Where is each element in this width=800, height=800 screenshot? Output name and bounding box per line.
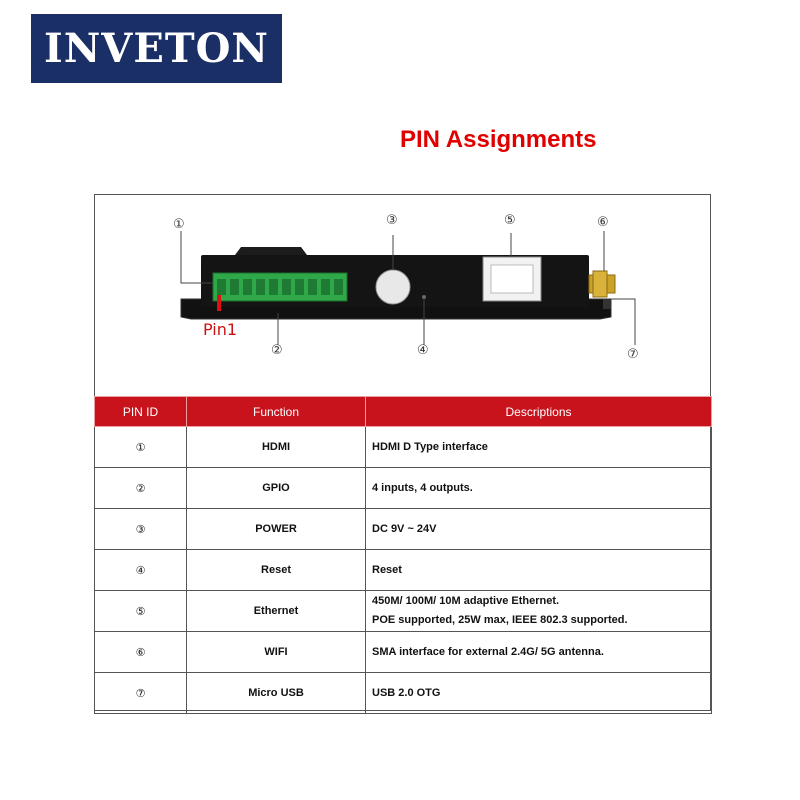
callout-7: ⑦: [627, 347, 639, 362]
function-cell: POWER: [187, 509, 366, 550]
description-cell: [366, 468, 712, 509]
description-cell: [366, 509, 712, 550]
function-cell: GPIO: [187, 468, 366, 509]
table-row: [95, 509, 712, 550]
page-title: PIN Assignments: [400, 126, 597, 153]
function-cell: Ethernet: [187, 591, 366, 632]
description-line: Reset: [372, 563, 402, 576]
pin-id-cell: ②: [95, 468, 187, 509]
function-cell: Micro USB: [187, 673, 366, 714]
function-cell: WIFI: [187, 632, 366, 673]
table-row: [95, 673, 712, 714]
pin-id-cell: ⑦: [95, 673, 187, 714]
description-line: POE supported, 25W max, IEEE 802.3 supported.: [372, 614, 628, 626]
table-row: [95, 427, 712, 468]
callout-3: ③: [386, 213, 398, 228]
pin-id-cell: ④: [95, 550, 187, 591]
device-illustration: [95, 195, 712, 395]
callout-5: ⑤: [504, 213, 516, 228]
pin1-label: Pin1: [203, 320, 238, 339]
description-cell: [366, 591, 712, 632]
description-line: USB 2.0 OTG: [372, 686, 441, 699]
brand-logo-text: INVETON: [44, 25, 269, 72]
description-line: SMA interface for external 2.4G/ 5G antenna.: [372, 645, 604, 658]
description-line: DC 9V ~ 24V: [372, 522, 437, 535]
power-jack: [376, 270, 410, 304]
callout-4: ④: [417, 343, 429, 358]
header-descriptions: Descriptions: [366, 397, 712, 427]
pin-id-cell: ⑥: [95, 632, 187, 673]
table-row: [95, 550, 712, 591]
table-header-row: [95, 397, 712, 427]
brand-logo: [31, 14, 282, 83]
micro-usb-port: [603, 299, 611, 309]
header-function: Function: [187, 397, 366, 427]
pin-id-cell: ①: [95, 427, 187, 468]
pin-assignment-table: [94, 396, 712, 714]
pin-id-cell: ⑤: [95, 591, 187, 632]
callout-2: ②: [271, 343, 283, 358]
table-row: [95, 468, 712, 509]
description-line: 450M/ 100M/ 10M adaptive Ethernet.: [372, 595, 560, 607]
description-cell: [366, 673, 712, 714]
pin1-marker: [217, 295, 221, 311]
description-line: 4 inputs, 4 outputs.: [372, 481, 473, 494]
pin-id-cell: ③: [95, 509, 187, 550]
table-row: [95, 591, 712, 632]
function-cell: HDMI: [187, 427, 366, 468]
description-line: HDMI D Type interface: [372, 440, 488, 453]
table-row: [95, 632, 712, 673]
header-pin-id: PIN ID: [95, 397, 187, 427]
description-cell: [366, 632, 712, 673]
description-cell: [366, 427, 712, 468]
reset-hole: [422, 295, 426, 299]
callout-1: ①: [173, 217, 185, 232]
callout-6: ⑥: [597, 215, 609, 230]
device-top-ridge: [235, 247, 307, 255]
function-cell: Reset: [187, 550, 366, 591]
description-cell: [366, 550, 712, 591]
